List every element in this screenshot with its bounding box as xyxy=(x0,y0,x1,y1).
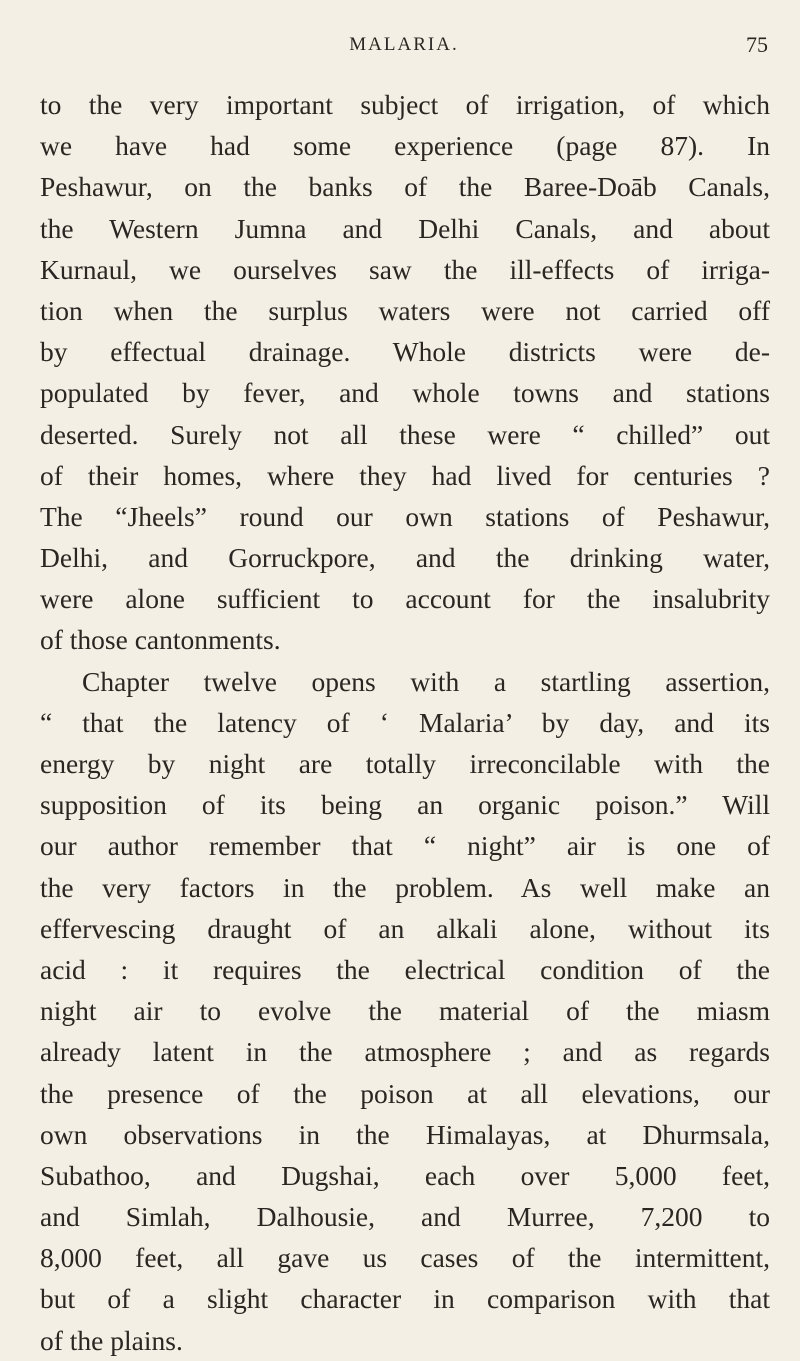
running-title: MALARIA. xyxy=(349,34,459,55)
text-line: Subathoo, and Dugshai, each over 5,000 feet, xyxy=(40,1159,770,1191)
text-line: were alone sufficient to account for the insalubrity xyxy=(40,583,770,615)
text-line: tion when the surplus waters were not carried off xyxy=(40,294,770,326)
text-line: of their homes, where they had lived for centuries ? xyxy=(40,459,770,491)
text-line: deserted. Surely not all these were “ chilled” out xyxy=(40,418,770,450)
text-line: own observations in the Himalayas, at Dhurmsala, xyxy=(40,1118,770,1150)
text-line: effervescing draught of an alkali alone, without its xyxy=(40,912,770,944)
text-line: of those cantonments. xyxy=(40,624,281,656)
text-line: Delhi, and Gorruckpore, and the drinking water, xyxy=(40,542,770,574)
text-line: energy by night are totally irreconcilable with the xyxy=(40,748,770,779)
page-header xyxy=(40,32,768,60)
text-line: acid : it requires the electrical condition of the xyxy=(40,953,770,985)
text-line: Kurnaul, we ourselves saw the ill-effects of irriga- xyxy=(40,253,770,285)
text-line: of the plains. xyxy=(40,1324,183,1356)
text-line: by effectual drainage. Whole districts were de- xyxy=(40,336,770,368)
text-line: our author remember that “ night” air is one of xyxy=(40,830,770,862)
text-line: already latent in the atmosphere ; and as regards xyxy=(40,1036,770,1068)
text-line: and Simlah, Dalhousie, and Murree, 7,200 to xyxy=(40,1201,770,1233)
body-text xyxy=(40,84,770,1361)
text-line: supposition of its being an organic poison.” Will xyxy=(40,789,770,821)
text-line: The “Jheels” round our own stations of Peshawur, xyxy=(40,500,770,532)
text-line: Peshawur, on the banks of the Baree-Doāb Canals, xyxy=(40,171,770,203)
text-line: we have had some experience (page 87). In xyxy=(40,130,770,162)
text-line: populated by fever, and whole towns and stations xyxy=(40,377,770,409)
text-line: the very factors in the problem. As well make an xyxy=(40,871,770,903)
text-line: the Western Jumna and Delhi Canals, and about xyxy=(40,212,770,244)
paragraph-first-line: Chapter twelve opens with a startling assertion, xyxy=(82,665,770,697)
text-line: night air to evolve the material of the miasm xyxy=(40,995,770,1027)
text-line: “ that the latency of ‘ Malaria’ by day, and its xyxy=(40,706,770,738)
page-number: 75 xyxy=(746,32,768,57)
text-line: to the very important subject of irrigation, of which xyxy=(40,89,770,120)
text-line: the presence of the poison at all elevations, our xyxy=(40,1077,770,1109)
text-line: 8,000 feet, all gave us cases of the intermittent, xyxy=(40,1242,770,1274)
text-line: but of a slight character in comparison with that xyxy=(40,1283,770,1315)
